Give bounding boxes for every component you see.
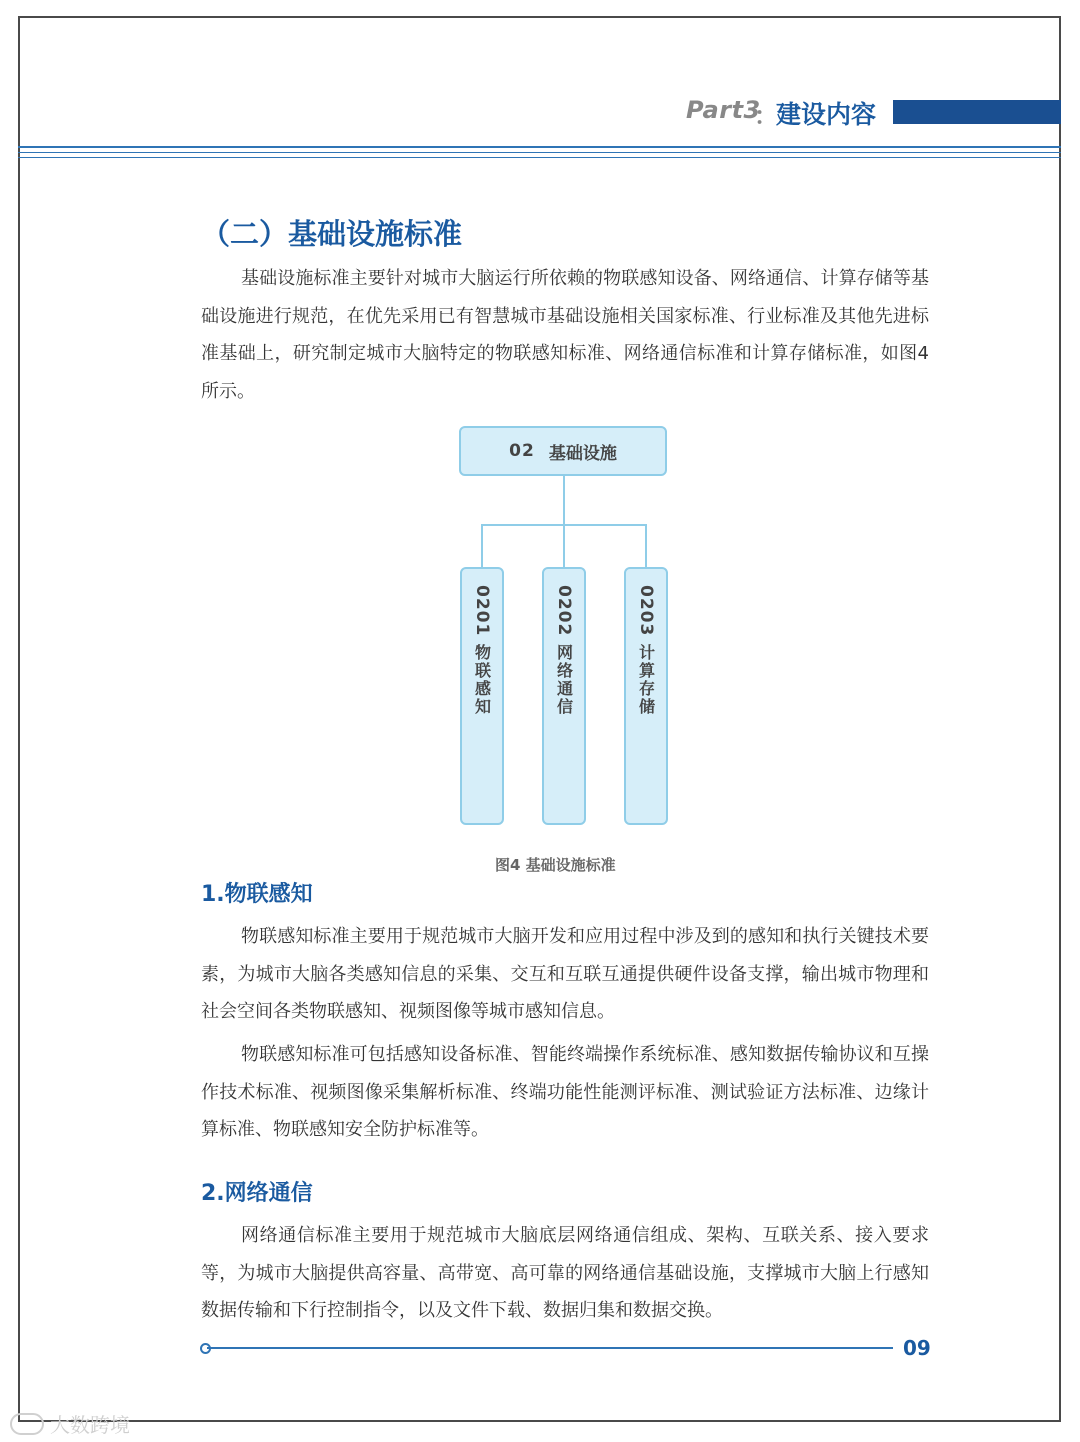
diagram-root-node (459, 426, 667, 476)
child-code: 0202 (554, 585, 574, 637)
diagram-child-node (542, 567, 586, 825)
connector-line (645, 524, 647, 567)
child-code: 0201 (472, 585, 492, 637)
subsection-heading: 1.物联感知 (201, 882, 313, 907)
header-colon: ： (754, 102, 778, 130)
diagram-child-node (624, 567, 668, 825)
watermark-text: 大数跨境 (50, 1413, 130, 1437)
header-rule (18, 157, 1061, 158)
root-label: 基础设施 (548, 443, 617, 464)
child-label: 计算存储 (636, 644, 656, 716)
section-heading: （二）基础设施标准 (201, 217, 463, 251)
connector-line (481, 524, 647, 526)
connector-line (481, 524, 483, 567)
child-label: 网络通信 (554, 644, 574, 716)
header-rule (18, 146, 1061, 148)
page-number: 09 (903, 1336, 931, 1360)
figure-caption: 图4 基础设施标准 (495, 856, 616, 874)
header-accent-bar (893, 100, 1061, 124)
watermark-logo-icon (10, 1413, 44, 1435)
body-paragraph: 物联感知标准主要用于规范城市大脑开发和应用过程中涉及到的感知和执行关键技术要素，为城市大脑各类感知信息的采集、交互和互联互通提供硬件设备支撑，输出城市物理和社会空间各类物联感知、视频图像等城市感知信息。 (201, 926, 929, 1022)
diagram-child-node (460, 567, 504, 825)
connector-line (563, 476, 565, 567)
subsection-heading: 2.网络通信 (201, 1181, 313, 1206)
header-title: 建设内容 (776, 100, 877, 129)
child-label: 物联感知 (472, 644, 492, 716)
body-paragraph: 物联感知标准可包括感知设备标准、智能终端操作系统标准、感知数据传输协议和互操作技术标准、视频图像采集解析标准、终端功能性能测评标准、测试验证方法标准、边缘计算标准、物联感知安全防护标准等。 (201, 1044, 929, 1140)
intro-paragraph: 基础设施标准主要针对城市大脑运行所依赖的物联感知设备、网络通信、计算存储等基础设施进行规范，在优先采用已有智慧城市基础设施相关国家标准、行业标准及其他先进标准基础上，研究制定城市大脑特定的物联感知标准、网络通信标准和计算存储标准，如图4所示。 (201, 268, 929, 402)
body-paragraph: 网络通信标准主要用于规范城市大脑底层网络通信组成、架构、互联关系、接入要求等，为城市大脑提供高容量、高带宽、高可靠的网络通信基础设施，支撑城市大脑上行感知数据传输和下行控制指令，以及文件下载、数据归集和数据交换。 (201, 1225, 929, 1321)
watermark (10, 1409, 130, 1438)
root-code: 02 (509, 441, 535, 461)
header-rule (18, 152, 1061, 153)
footer-rule (207, 1347, 893, 1349)
page-frame (18, 16, 1061, 1422)
header-part-label: Part3 (686, 96, 761, 124)
child-code: 0203 (636, 585, 656, 637)
